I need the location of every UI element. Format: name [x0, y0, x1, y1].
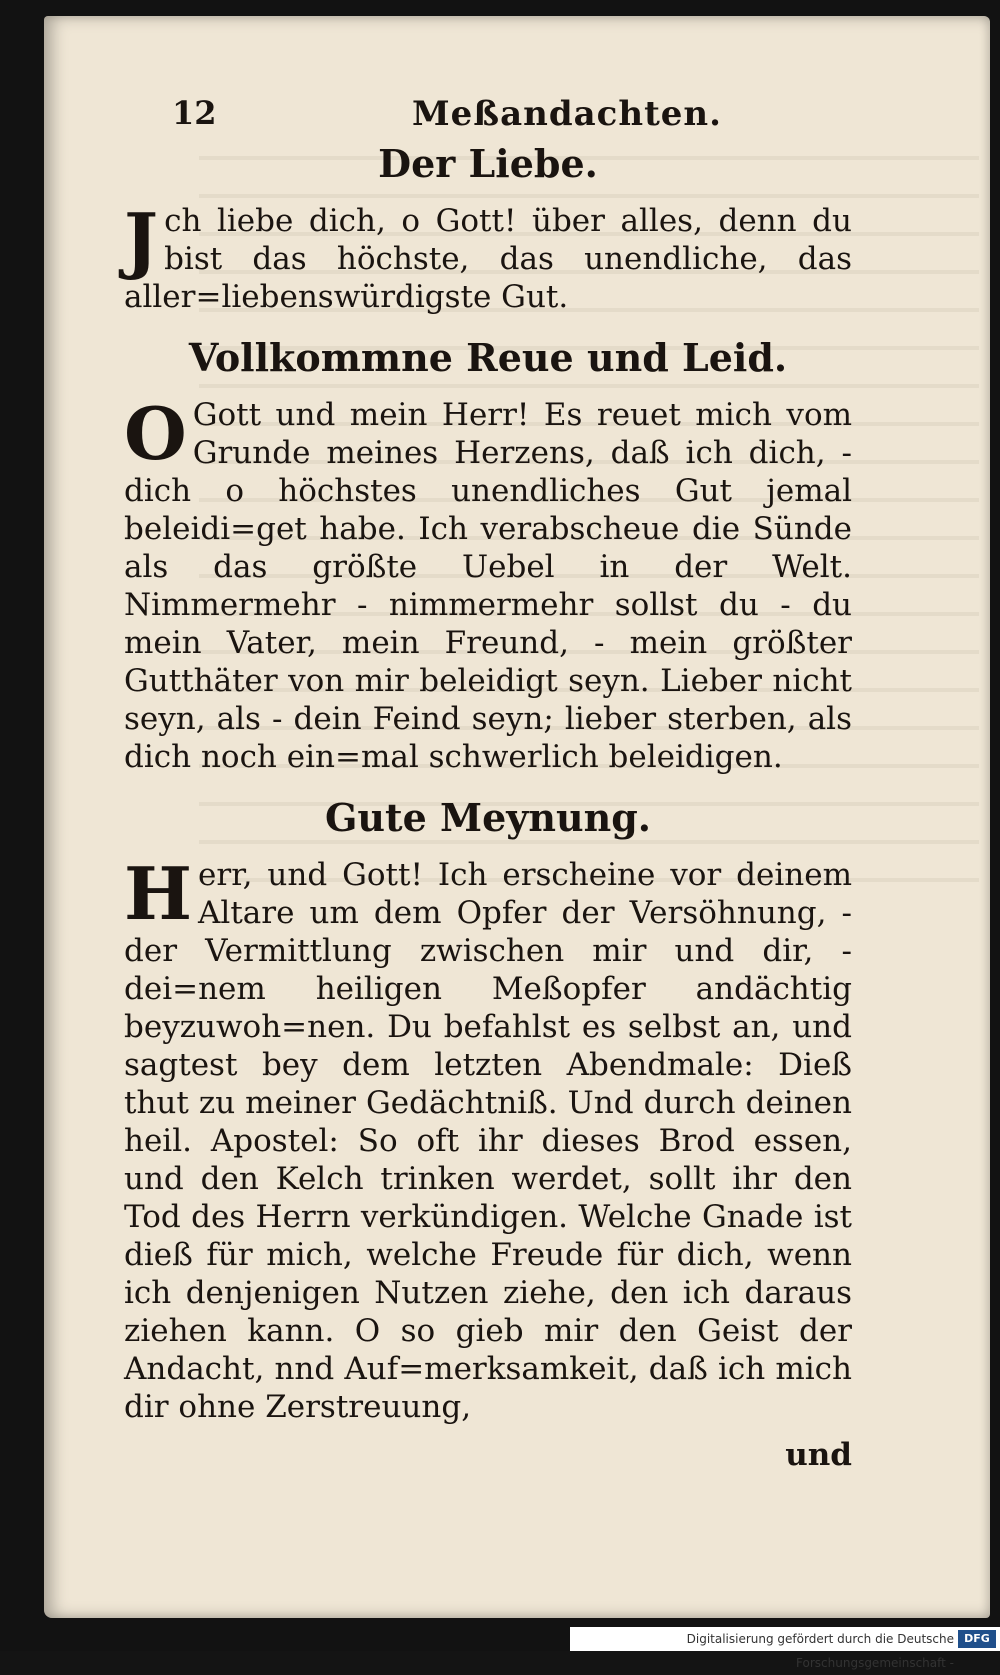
dfg-logo: DFG	[958, 1630, 996, 1648]
paragraph-text: ch liebe dich, o Gott! über alles, denn du bist das höchste, das unendliche, das aller=liebenswürdigste Gut.	[124, 203, 852, 315]
section-paragraph	[124, 197, 852, 316]
section-heading: Der Liebe.	[378, 141, 598, 186]
page-number: 12	[172, 94, 217, 132]
drop-cap: O	[124, 391, 187, 476]
section-love	[124, 138, 852, 316]
section-good-intention	[124, 792, 852, 1426]
section-paragraph	[124, 851, 852, 1426]
drop-cap: H	[124, 851, 193, 936]
section-heading: Gute Meynung.	[324, 795, 652, 840]
paragraph-text: Gott und mein Herr! Es reuet mich vom Grunde meines Herzens, daß ich dich, - dich o höchstes unendliches Gut jemal beleidi=get habe. Ich verabscheue die Sünde als das größte Uebel in der Welt. Nimmermehr - nimmermehr sollst du - du mein Vater, mein Freund, - mein größter Gutthäter von mir beleidigt seyn. Lieber nicht seyn, als - dein Feind seyn; lieber sterben, als dich noch ein=mal schwerlich beleidigen.	[124, 397, 852, 775]
section-heading: Vollkommne Reue und Leid.	[188, 335, 788, 380]
page-body	[124, 138, 852, 1474]
footer-credit: Digitalisierung gefördert durch die Deutsche Forschungsgemeinschaft -	[686, 1632, 954, 1670]
page-header	[172, 94, 932, 144]
drop-cap: J	[124, 197, 159, 282]
digitization-footer	[570, 1627, 1000, 1670]
section-paragraph	[124, 391, 852, 776]
running-title: Meßandachten.	[412, 94, 722, 134]
catchword: und	[785, 1437, 852, 1473]
paragraph-text: err, und Gott! Ich erscheine vor deinem Altare um dem Opfer der Versöhnung, - der Vermittlung zwischen mir und dir, - dei=nem heiligen Meßopfer andächtig beyzuwoh=nen. Du befahlst es selbst an, und sagtest bey dem letzten Abendmale: Dieß thut zu meiner Gedächtniß. Und durch deinen heil. Apostel: So oft ihr dieses Brod essen, und den Kelch trinken werdet, sollt ihr den Tod des Herrn verkündigen. Welche Gnade ist dieß für mich, welche Freude für dich, wenn ich denjenigen Nutzen ziehe, den ich daraus ziehen kann. O so gieb mir den Geist der Andacht, nnd Auf=merksamkeit, daß ich mich dir ohne Zerstreuung,	[124, 857, 852, 1425]
section-contrition	[124, 332, 852, 776]
